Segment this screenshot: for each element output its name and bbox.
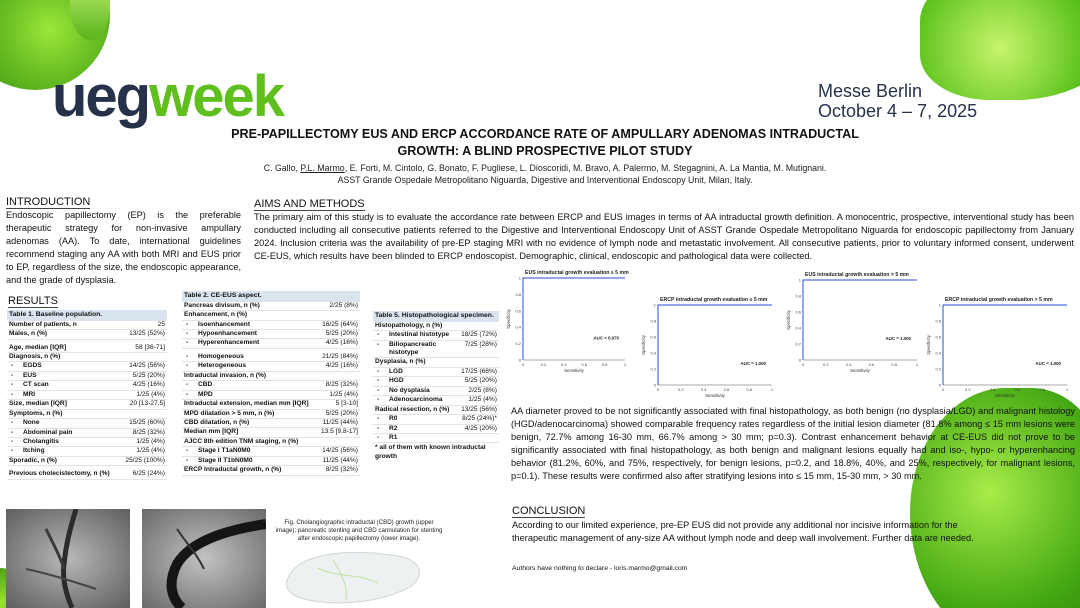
table-row (7, 344, 167, 353)
row-label: Dysplasia, n (%) (375, 358, 426, 366)
logo-ueg: ueg (52, 64, 150, 129)
table-row (373, 434, 499, 443)
roc-svg (785, 268, 925, 378)
x-tick-label: 0.4 (700, 387, 707, 392)
row-label: - MRI (9, 391, 35, 399)
y-tick-label: 0.2 (515, 341, 521, 347)
liver-illustration (278, 548, 428, 608)
row-value: 18/25 (72%) (461, 331, 497, 339)
table-row (182, 362, 360, 371)
row-label: - No dysplasia (375, 387, 430, 395)
row-value (493, 358, 497, 366)
table-row (182, 302, 360, 311)
table-row (182, 400, 360, 409)
table-caption: Table 2. CE-EUS aspect. (182, 291, 360, 302)
introduction-heading: INTRODUCTION (6, 196, 91, 208)
row-value: 16/25 (64%) (322, 320, 358, 328)
row-value: 14/25 (56%) (129, 362, 165, 370)
row-label: - Hypoenhancement (184, 330, 257, 338)
row-label: - R2 (375, 425, 397, 433)
row-label: - Abdominal pain (9, 429, 72, 437)
row-value: 8/25 (24%)* (462, 415, 497, 423)
row-value: 1/25 (4%) (468, 396, 497, 404)
x-tick-label: 0.6 (581, 362, 587, 367)
row-value: 25 (157, 320, 165, 328)
table-row (7, 400, 167, 409)
row-value (354, 311, 358, 319)
row-value: 15/25 (60%) (129, 419, 165, 427)
y-tick-label: 0.8 (515, 291, 521, 297)
table-row (373, 377, 499, 386)
row-value: 2/25 (8%) (329, 301, 358, 309)
y-tick-label: 0 (798, 357, 801, 363)
roc-svg (925, 293, 1075, 403)
row-label: - Cholangitis (9, 438, 59, 446)
venue-info (818, 82, 977, 122)
row-label: Previous cholecistectomy, n (%) (9, 470, 110, 478)
fluoroscopy-drawing (6, 509, 130, 608)
conclusion-heading: CONCLUSION (512, 505, 586, 517)
title-line-1: PRE-PAPILLECTOMY EUS AND ERCP ACCORDANCE RATE OF AMPULLARY ADENOMAS INTRADUCTAL (231, 127, 859, 141)
row-value (493, 434, 497, 442)
x-tick-label: 0.4 (845, 362, 852, 367)
table-row (7, 330, 167, 339)
aims-text: The primary aim of this study is to evaluate the accordance rate between ERCP and EUS images in terms of AA intraductal growth definition. A monocentric, prospective, interventional study has been conducted including all consecutive patients referred to the Digestive and Interventional Endoscopy Unit of ASST Grande Ospedale Metropolitano Niguarda for endoscopic papillectomy from January 2024. Inclusion criteria was the availability of pre-EP staging MRI with no evidence of lymph node and metastatic involvement. All consecutive patients, prior to voluntary informed consent, underwent CE-EUS, which results have been blinded to ERCP endoscopist. Demographic, clinical, endoscopic and pathological data were collected. (254, 212, 1074, 262)
table-row (7, 381, 167, 390)
x-tick-label: 0.6 (723, 387, 730, 392)
row-label: Males, n (%) (9, 330, 48, 338)
ueg-week-logo (52, 64, 284, 129)
y-tick-label: 0 (938, 382, 941, 388)
x-axis-label: Sensitivity (995, 393, 1015, 398)
roc-curve (943, 305, 1067, 385)
row-label: - Biliopancreatic histotype (375, 341, 461, 358)
row-value: 8/25 (32%) (325, 381, 358, 389)
row-value: 1/25 (4%) (329, 390, 358, 398)
y-tick-label: 0.2 (795, 341, 801, 347)
row-label: Age, median [IQR] (9, 343, 67, 351)
fluoroscopy-image-upper (6, 509, 130, 608)
roc-svg (505, 266, 633, 378)
x-tick-label: 0.6 (1014, 387, 1021, 392)
row-label: - EGDS (9, 362, 42, 370)
table-row (7, 372, 167, 381)
row-label: Enhancement, n (%) (184, 311, 248, 319)
row-value: 4/25 (20%) (464, 424, 497, 432)
row-label: Histopathology, n (%) (375, 321, 443, 329)
results-text: AA diameter proved to be not significantly associated with final histopathology, as both benign (no dysplasia/LGD) and malignant histology (HGD/adenocarcinoma) showed comparable frequency rates regardless of the initial lesion diameter (81.8% among ≤ 15 mm lesions were benign, 72.7% among 16-30 mm, 66.7% among > 30 mm; p=0.3). Contrast enhancement behavior at CE-EUS did not prove to be significantly associated with final histopathology, as both benign and malignant lesions equally had and iso-, hypo- or hyperenhancing behavior (81.2%, 60%, and 75%, respectively, for benign lesions, p=0.2, and 18.8%, 40%, and 25%, respectively, for malignant lesions, p=0.1). These results were confirmed also after stratifying lesions into ≤ 15 mm, 15-30 mm, > 30 mm. (511, 406, 1075, 482)
roc-curve (658, 305, 772, 385)
row-value: 5/25 (20%) (325, 330, 358, 337)
authors-block (150, 163, 940, 187)
table-row (373, 331, 499, 340)
x-tick-label: 0 (521, 362, 525, 367)
aims-heading: AIMS AND METHODS (254, 198, 365, 210)
table-row (7, 470, 167, 479)
row-value: 25/25 (100%) (125, 456, 165, 464)
table-row (7, 321, 167, 330)
row-value: 7/25 (28%) (464, 340, 497, 348)
y-tick-label: 1 (653, 302, 656, 308)
row-value: 13/25 (56%) (461, 405, 497, 413)
row-label: Sporadic, n (%) (9, 456, 57, 464)
chart-title: ERCP intraductal growth evaluation ≤ 5 mm (660, 297, 768, 303)
row-label: - HGD (375, 377, 404, 385)
table-ce-eus-aspect (182, 291, 360, 476)
table-row (182, 447, 360, 456)
table-row (182, 339, 360, 348)
roc-chart-ercp-gt5 (925, 293, 1075, 403)
table-row (182, 311, 360, 320)
row-value: 17/25 (68%) (461, 367, 497, 375)
row-label: Intraductal invasion, n (%) (184, 371, 267, 379)
table-row (182, 330, 360, 339)
introduction-text: Endoscopic papillectomy (EP) is the preferable therapeutic strategy for non-invasive ampullary adenomas (AA). To date, international guidelines recommend staging any AA with both MRI and EUS prior to EP, regardless of the size, the endoscopic appearance, and the grade of dysplasia. (6, 210, 241, 286)
row-value (354, 372, 358, 380)
row-label: Number of patients, n (9, 320, 77, 328)
authors-prefix: C. Gallo, (263, 163, 301, 173)
roc-curve (523, 278, 625, 360)
x-tick-label: 0 (801, 362, 805, 367)
x-tick-label: 0.2 (678, 387, 684, 392)
affiliation: ASST Grande Ospedale Metropolitano Niguarda, Digestive and Interventional Endoscopy Unit, Milan, Italy. (337, 174, 753, 185)
table-row (182, 438, 360, 447)
x-tick-label: 0.4 (561, 362, 567, 367)
table-row (7, 429, 167, 438)
row-label: Symptoms, n (%) (9, 409, 63, 417)
table-histopathological-specimen (373, 311, 499, 462)
roc-chart-ercp-le5 (640, 293, 780, 403)
y-tick-label: 1 (518, 275, 521, 281)
x-tick-label: 1 (915, 362, 919, 367)
table-rows (373, 322, 499, 444)
table-row (7, 438, 167, 447)
row-label: - Isoenhancement (184, 321, 250, 329)
x-tick-label: 0 (656, 387, 660, 392)
y-tick-label: 0.8 (795, 293, 801, 299)
table-row (7, 353, 167, 362)
x-tick-label: 0.4 (989, 387, 996, 392)
authors-rest: , E. Forti, M. Cintolo, G. Bonato, F. Pugliese, L. Dioscoridi, M. Bravo, A. Palermo, M. Stegagnini, A. La Mantia, M. Mutignani. (344, 163, 827, 173)
disclaimer: Authors have nothing to declare - loris.marmo@gmail.com (512, 565, 688, 572)
x-tick-label: 0.2 (540, 362, 547, 367)
results-heading: RESULTS (8, 295, 58, 307)
table-row (7, 362, 167, 371)
y-axis-label: Specificity (786, 310, 791, 330)
y-tick-label: 0.6 (935, 334, 941, 340)
table-row (373, 322, 499, 331)
table-row (182, 321, 360, 330)
table-row (182, 410, 360, 419)
row-label: - Heterogeneous (184, 362, 246, 370)
row-value: 1/25 (4%) (136, 447, 165, 455)
x-tick-label: 0 (941, 387, 945, 392)
row-value (354, 438, 358, 446)
logo-week: week (149, 64, 284, 129)
roc-chart-eus-le5 (505, 266, 633, 378)
auc-annotation: AUC = 0.970 (593, 335, 619, 341)
row-label: - R1 (375, 434, 397, 442)
row-label: - Intestinal histotype (375, 331, 449, 339)
row-value (161, 353, 165, 361)
row-label: Size, median [IQR] (9, 400, 67, 408)
roc-curve (803, 280, 917, 360)
y-tick-label: 0.8 (650, 318, 656, 324)
row-label: - EUS (9, 372, 37, 380)
x-tick-label: 0.8 (891, 362, 897, 367)
table-row (182, 381, 360, 390)
table-row (373, 358, 499, 367)
table-row (373, 415, 499, 424)
y-tick-label: 0.4 (795, 325, 801, 331)
auc-annotation: AUC = 1.000 (885, 336, 911, 341)
row-label: Radical resection, n (%) (375, 405, 450, 413)
x-tick-label: 1 (770, 387, 774, 392)
x-tick-label: 0.8 (1039, 387, 1045, 392)
table-row (7, 457, 167, 466)
row-value: 8/25 (32%) (132, 428, 165, 436)
auc-annotation: AUC = 1.000 (1035, 361, 1061, 366)
table-row (7, 419, 167, 428)
table-row (182, 372, 360, 381)
table-caption: Table 5. Histopathological specimen. (373, 311, 499, 322)
author-list (150, 163, 940, 175)
row-label: Intraductal extension, median mm [IQR] (184, 400, 309, 408)
row-label: - R0 (375, 415, 397, 423)
row-label: Median mm [IQR] (184, 428, 239, 436)
venue-dates: October 4 – 7, 2025 (818, 100, 978, 121)
row-label: - Stage I T1aN0M0 (184, 447, 250, 455)
row-label: Diagnosis, n (%) (9, 353, 61, 360)
row-label: MPD dilatation > 5 mm, n (%) (184, 409, 275, 417)
y-tick-label: 0.6 (795, 309, 801, 315)
y-tick-label: 0.2 (650, 366, 656, 372)
table-row (7, 447, 167, 456)
table-baseline-population (7, 310, 167, 480)
x-tick-label: 1 (1065, 387, 1069, 392)
table-rows (7, 321, 167, 480)
x-axis-label: Sensitivity (850, 368, 870, 373)
row-label: - Homogeneous (184, 353, 244, 361)
row-value: 4/25 (16%) (325, 362, 358, 370)
chart-title: EUS intraductal growth evaluation ≤ 5 mm (525, 270, 629, 276)
y-axis-label: Specificity (926, 335, 931, 355)
y-tick-label: 0.4 (650, 350, 656, 356)
chart-title: ERCP intraductal growth evaluation > 5 mm (945, 297, 1053, 303)
row-value: 5/25 (20%) (132, 371, 165, 379)
row-label: - MPD (184, 391, 213, 399)
row-value: 1/25 (4%) (136, 390, 165, 398)
y-tick-label: 0.4 (935, 350, 941, 356)
row-value: 5 [3-10] (335, 400, 358, 408)
row-value: 21/25 (84%) (322, 352, 358, 360)
table-row (7, 391, 167, 400)
row-value: 13.5 [9.8-17] (320, 428, 358, 436)
chart-title: EUS intraductal growth evaluation > 5 mm (805, 272, 909, 278)
table-row (182, 391, 360, 400)
y-tick-label: 1 (938, 302, 941, 308)
y-axis-label: Specificity (506, 309, 511, 329)
y-tick-label: 0 (518, 357, 521, 363)
row-label: - Itching (9, 447, 45, 455)
x-axis-label: Sensitivity (564, 368, 584, 373)
x-tick-label: 1 (623, 362, 627, 367)
table-row (182, 466, 360, 475)
row-value: 1/25 (4%) (136, 437, 165, 445)
presenting-author: P.L. Marmo (300, 163, 345, 173)
fluoroscopy-drawing (142, 509, 266, 608)
auc-annotation: AUC = 1.000 (740, 361, 766, 366)
y-tick-label: 0.8 (935, 318, 941, 324)
row-label: CBD dilatation, n (%) (184, 418, 250, 426)
table-row (373, 396, 499, 405)
venue-name: Messe Berlin (818, 81, 923, 101)
y-tick-label: 0.6 (650, 334, 656, 340)
table-row (7, 410, 167, 419)
x-tick-label: 0.8 (746, 387, 752, 392)
row-value: 2/25 (8%) (468, 386, 497, 394)
row-label: - Hyperenhancement (184, 339, 259, 347)
row-value: 8/25 (32%) (325, 466, 358, 474)
table-row (182, 428, 360, 437)
y-tick-label: 0.2 (935, 366, 941, 372)
x-tick-label: 0.8 (601, 362, 608, 367)
row-value: 13/25 (52%) (129, 330, 165, 338)
row-label: ERCP Intraductal growth, n (%) (184, 466, 282, 474)
conclusion-text: According to our limited experience, pre-EP EUS did not provide any additional nor incisive information for the therapeutic management of any-size AA without lymph node and deep wall involvement. Further data are needed. (512, 520, 974, 544)
x-tick-label: 0.6 (868, 362, 875, 367)
row-value: 5/25 (20%) (325, 409, 358, 417)
fluoroscopy-image-lower (142, 509, 266, 608)
x-axis-label: Sensitivity (705, 393, 725, 398)
roc-chart-eus-gt5 (785, 268, 925, 378)
y-tick-label: 0.6 (515, 308, 521, 314)
table-row (182, 353, 360, 362)
row-value: 11/25 (44%) (322, 418, 358, 426)
table-row (373, 406, 499, 415)
poster-title (150, 126, 940, 160)
row-label: - LGD (375, 368, 403, 376)
table-row (373, 425, 499, 434)
row-label: - CBD (184, 381, 212, 389)
table-note: * all of them with known intraductal growth (375, 444, 486, 460)
row-value: 4/25 (16%) (132, 381, 165, 389)
row-label: - Adenocarcinoma (375, 396, 443, 404)
row-value: 20 [13-27.5] (129, 400, 165, 408)
row-value: 4/25 (16%) (325, 339, 358, 347)
row-value: 5/25 (20%) (464, 377, 497, 385)
figure-caption: Fig. Cholangiographic intraductal (CBD) growth (upper image); pancreatic stenting and CBD cannulation for stenting after endoscopic papillectomy (lower image). (275, 519, 443, 543)
row-label: - None (9, 419, 39, 427)
row-label: - CT scan (9, 381, 49, 389)
table-row (373, 368, 499, 377)
title-line-2: GROWTH: A BLIND PROSPECTIVE PILOT STUDY (397, 144, 693, 158)
row-label: - Stage II T1bN0M0 (184, 457, 253, 465)
row-value: 14/25 (56%) (322, 447, 358, 455)
table-row (182, 419, 360, 428)
x-tick-label: 0.2 (823, 362, 829, 367)
row-label: Pancreas divisum, n (%) (184, 301, 260, 309)
table-row (182, 457, 360, 466)
row-value: 11/25 (44%) (322, 456, 358, 464)
row-value: 58 [36-71] (135, 343, 165, 351)
y-tick-label: 0 (653, 382, 656, 388)
table-caption: Table 1. Baseline population. (7, 310, 167, 321)
table-row (373, 387, 499, 396)
roc-svg (640, 293, 780, 403)
row-label: AJCC 8th edition TNM staging, n (%) (184, 437, 299, 445)
row-value (493, 322, 497, 330)
row-value: 6/25 (24%) (132, 470, 165, 478)
table-row (373, 341, 499, 359)
table-rows (182, 302, 360, 476)
x-tick-label: 0.2 (965, 387, 971, 392)
row-value (161, 410, 165, 418)
y-axis-label: Specificity (641, 335, 646, 355)
y-tick-label: 0.4 (515, 324, 521, 330)
y-tick-label: 1 (798, 277, 801, 283)
